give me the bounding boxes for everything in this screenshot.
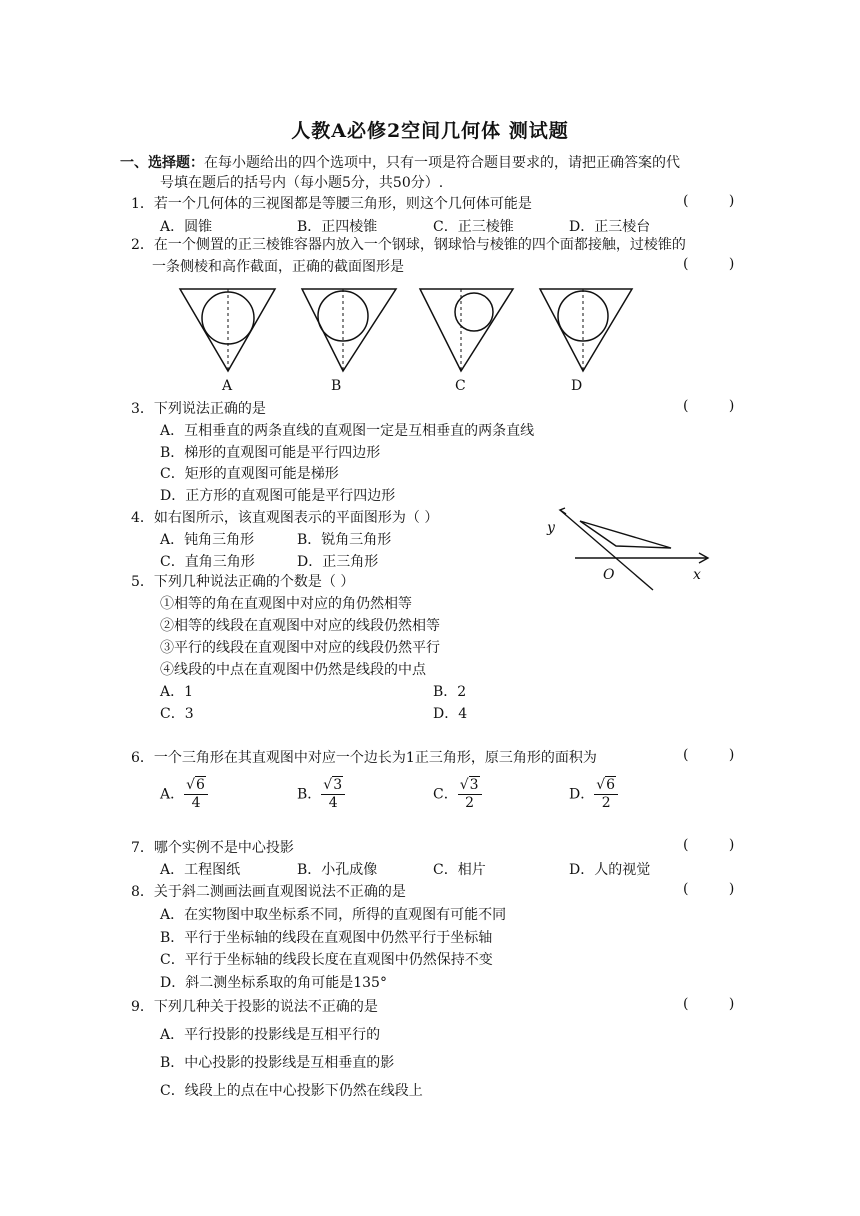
q6-stem: 6．一个三角形在其直观图中对应一个边长为1正三角形，原三角形的面积为 <box>131 750 597 766</box>
q5-item-1: ①相等的角在直观图中对应的角仍然相等 <box>160 596 412 612</box>
q6-option-c-label: C． <box>433 786 458 803</box>
q6-option-c-fraction: $\frac{√3}{2}$ <box>458 777 482 812</box>
q3-option-b: B．梯形的直观图可能是平行四边形 <box>160 445 381 461</box>
q6-option-a-fraction: $\frac{√6}{4}$ <box>184 777 208 812</box>
q4-option-b: B．锐角三角形 <box>297 532 392 548</box>
q4-option-d: D．正三角形 <box>297 554 379 570</box>
q7-option-d: D．人的视觉 <box>569 862 651 878</box>
q5-item-2: ②相等的线段在直观图中对应的线段仍然相等 <box>160 618 440 634</box>
q6-option-b <box>297 777 345 812</box>
q9-option-a: A．平行投影的投影线是互相平行的 <box>160 1027 381 1043</box>
q6-option-c-radicand: 3 <box>469 777 479 793</box>
q4-triangle <box>580 521 671 548</box>
q7-option-a: A．工程图纸 <box>160 862 241 878</box>
q6-option-d-label: D． <box>569 786 595 803</box>
q5-item-4: ④线段的中点在直观图中仍然是线段的中点 <box>160 662 426 678</box>
q6-option-d-denominator: 2 <box>601 794 611 811</box>
q6-option-b-denominator: 4 <box>328 794 338 811</box>
q2-label-b: B <box>331 378 342 394</box>
q6-option-d <box>569 777 618 812</box>
q6-option-a-radicand: 6 <box>196 777 205 793</box>
q6-answer-bracket: ( ) <box>683 747 753 763</box>
q3-answer-bracket: ( ) <box>683 398 753 414</box>
q5-option-a: A．1 <box>160 684 194 700</box>
q5-stem: 5．下列几种说法正确的个数是（ ） <box>131 574 355 590</box>
q7-answer-bracket: ( ) <box>683 837 753 853</box>
q1-answer-bracket: ( ) <box>683 193 753 209</box>
q8-answer-bracket: ( ) <box>683 881 753 897</box>
page-title: 人教A必修2空间几何体 测试题 <box>291 120 569 142</box>
q3-option-c: C．矩形的直观图可能是梯形 <box>160 466 339 482</box>
q1-option-c: C．正三棱锥 <box>433 219 514 235</box>
q6-option-c-denominator: 2 <box>465 794 475 811</box>
q3-stem: 3．下列说法正确的是 <box>131 401 266 417</box>
q8-option-c: C．平行于坐标轴的线段长度在直观图中仍然保持不变 <box>160 952 493 968</box>
q2-label-a: A <box>222 378 233 394</box>
q3-option-a: A．互相垂直的两条直线的直观图一定是互相垂直的两条直线 <box>160 423 535 439</box>
q4-stem: 4．如右图所示，该直观图表示的平面图形为（ ） <box>131 510 439 526</box>
q6-option-b-radicand: 3 <box>333 777 343 793</box>
q9-option-b: B．中心投影的投影线是互相垂直的影 <box>160 1055 395 1071</box>
q8-option-d: D．斜二测坐标系取的角可能是135° <box>160 975 387 991</box>
q1-option-a: A．圆锥 <box>160 219 213 235</box>
q2-stem-line1: 2．在一个侧置的正三棱锥容器内放入一个钢球，钢球恰与棱锥的四个面都接触，过棱锥的 <box>131 237 686 253</box>
q4-option-a: A．钝角三角形 <box>160 532 255 548</box>
q9-option-c: C．线段上的点在中心投影下仍然在线段上 <box>160 1083 423 1099</box>
q1-option-d: D．正三棱台 <box>569 219 651 235</box>
q7-stem: 7．哪个实例不是中心投影 <box>131 840 294 856</box>
q4-x-label: x <box>693 567 701 583</box>
q6-option-b-label: B． <box>297 786 322 803</box>
q8-option-a: A．在实物图中取坐标系不同，所得的直观图有可能不同 <box>160 907 507 923</box>
section-heading: 一、选择题： <box>120 155 204 171</box>
section-intro-text: 在每小题给出的四个选项中，只有一项是符合题目要求的，请把正确答案的代 <box>204 155 680 171</box>
q6-option-c <box>433 777 482 812</box>
q1-option-b: B．正四棱锥 <box>297 219 378 235</box>
q5-option-b: B．2 <box>433 684 467 700</box>
q9-stem: 9．下列几种关于投影的说法不正确的是 <box>131 999 378 1015</box>
q2-label-c: C <box>455 378 466 394</box>
q6-option-a-denominator: 4 <box>191 794 201 811</box>
section-intro-line2: 号填在题后的括号内（每小题5分，共50分）. <box>160 175 444 191</box>
q4-y-label: y <box>547 520 555 536</box>
q2-answer-bracket: ( ) <box>683 256 753 272</box>
q5-item-3: ③平行的线段在直观图中对应的线段仍然平行 <box>160 640 440 656</box>
q1-stem: 1．若一个几何体的三视图都是等腰三角形，则这个几何体可能是 <box>131 196 532 212</box>
q6-option-a <box>160 777 208 812</box>
q6-option-d-fraction: $\frac{√6}{2}$ <box>594 777 618 812</box>
q6-option-d-radicand: 6 <box>606 777 616 793</box>
q5-option-c: C．3 <box>160 706 194 722</box>
q6-option-a-label: A． <box>160 786 185 803</box>
q5-option-d: D．4 <box>433 706 468 722</box>
q7-option-c: C．相片 <box>433 862 486 878</box>
q2-label-d: D <box>571 378 583 394</box>
q3-option-d: D．正方形的直观图可能是平行四边形 <box>160 488 396 504</box>
q9-answer-bracket: ( ) <box>683 996 753 1012</box>
q4-origin-label: O <box>603 567 615 583</box>
q7-option-b: B．小孔成像 <box>297 862 378 878</box>
q4-option-c: C．直角三角形 <box>160 554 255 570</box>
q8-stem: 8．关于斜二测画法画直观图说法不正确的是 <box>131 884 406 900</box>
q8-option-b: B．平行于坐标轴的线段在直观图中仍然平行于坐标轴 <box>160 930 493 946</box>
q2-stem-line2: 一条侧棱和高作截面，正确的截面图形是 <box>152 259 404 275</box>
q6-option-b-fraction: $\frac{√3}{4}$ <box>321 777 345 812</box>
